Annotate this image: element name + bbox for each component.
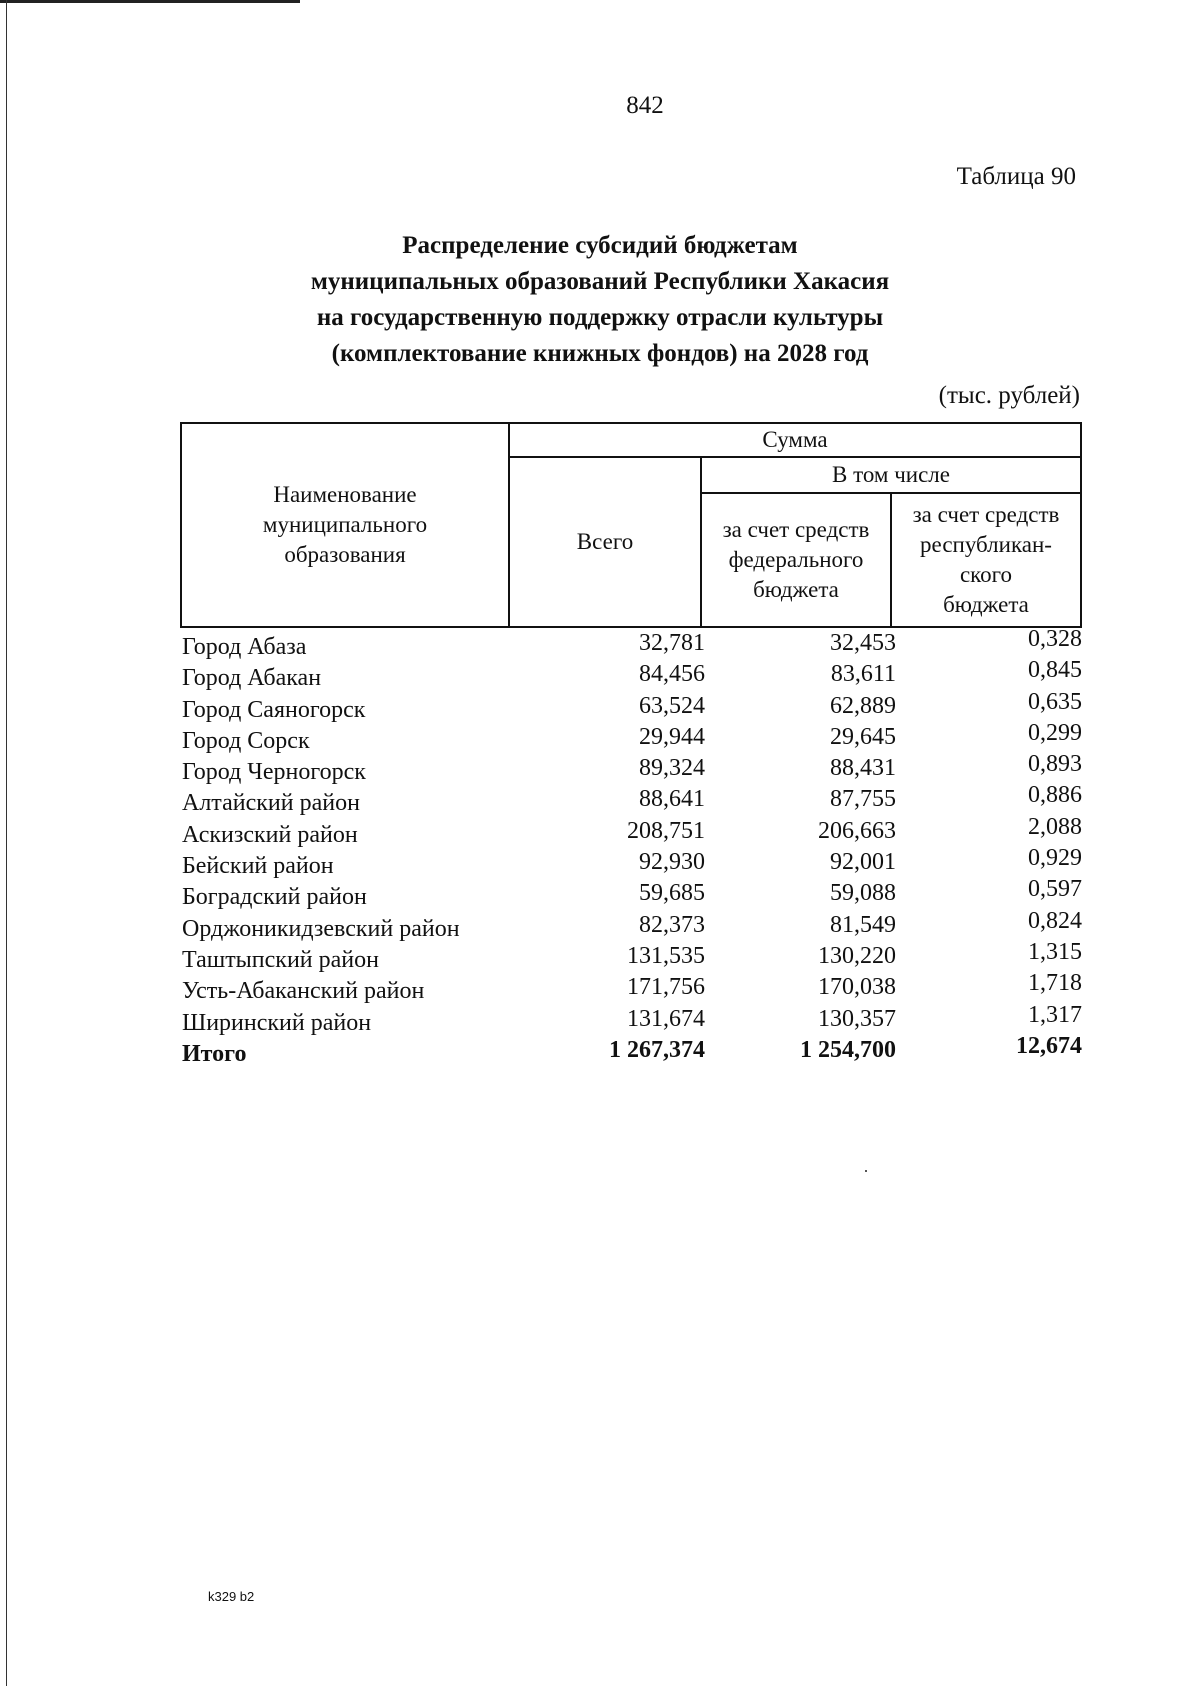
total-value: 63,524 — [639, 692, 705, 719]
federal-value: 81,549 — [830, 911, 896, 938]
grand-total-value: 1 267,374 — [609, 1036, 705, 1063]
republican-value: 0,886 — [1028, 782, 1082, 809]
federal-value: 92,001 — [830, 849, 896, 876]
federal-value: 170,038 — [818, 974, 896, 1001]
total-value: 89,324 — [639, 755, 705, 782]
header-federal-cell — [700, 492, 892, 628]
units-label: (тыс. рублей) — [938, 382, 1080, 409]
republican-value: 0,929 — [1028, 845, 1082, 872]
scan-edge-left — [6, 0, 7, 1686]
header-including-cell — [700, 456, 1082, 494]
federal-value: 130,357 — [818, 1005, 896, 1032]
header-name-line: образования — [284, 542, 406, 567]
header-republican-line: республикан- — [920, 532, 1052, 557]
total-value: 171,756 — [627, 974, 705, 1001]
municipality-name: Ширинский район — [182, 1009, 372, 1036]
federal-value: 62,889 — [830, 692, 896, 719]
total-value: 29,944 — [639, 723, 705, 750]
federal-value: 130,220 — [818, 942, 896, 969]
total-value: 131,674 — [627, 1005, 705, 1032]
total-value: 32,781 — [639, 630, 705, 656]
header-federal-line: федерального — [728, 547, 864, 572]
title-line: Распределение субсидий бюджетам — [402, 232, 798, 259]
federal-value: 29,645 — [830, 723, 896, 750]
republican-value: 0,893 — [1028, 751, 1082, 778]
header-republican-line: за счет средств — [912, 502, 1060, 527]
federal-value: 59,088 — [830, 880, 896, 907]
republican-value: 0,845 — [1028, 657, 1082, 684]
federal-value: 32,453 — [830, 630, 896, 656]
table-total-row — [180, 1032, 1082, 1068]
total-value: 88,641 — [639, 786, 705, 813]
municipality-name: Бейский район — [182, 853, 334, 880]
total-value: 208,751 — [627, 817, 705, 844]
header-republican-line: бюджета — [943, 592, 1029, 617]
republican-value: 0,824 — [1028, 907, 1082, 934]
municipality-name: Усть-Абаканский район — [182, 978, 425, 1005]
federal-value: 83,611 — [830, 661, 896, 688]
total-value: 82,373 — [639, 911, 705, 938]
municipality-name: Орджоникидзевский район — [182, 915, 460, 942]
republican-value: 0,299 — [1028, 719, 1082, 746]
municipality-name: Таштыпский район — [182, 946, 379, 973]
header-total-label: Всего — [576, 529, 634, 554]
header-federal-line: бюджета — [753, 577, 839, 602]
republican-value: 1,317 — [1028, 1001, 1082, 1028]
table-caption: Таблица 90 — [956, 163, 1076, 190]
municipality-name: Город Сорск — [182, 727, 310, 754]
total-value: 59,685 — [639, 880, 705, 907]
federal-value: 206,663 — [818, 817, 896, 844]
federal-value: 87,755 — [830, 786, 896, 813]
header-federal-line: за счет средств — [722, 517, 870, 542]
document-title — [290, 228, 910, 372]
header-name-line: Наименование — [273, 482, 417, 507]
header-name-line: муниципального — [262, 512, 428, 537]
title-line: муниципальных образований Республики Хакасия — [310, 268, 890, 295]
scan-speck — [865, 1170, 867, 1172]
federal-total-value: 1 254,700 — [800, 1036, 896, 1063]
page-number: 842 — [626, 92, 664, 119]
municipality-name: Город Абаза — [182, 634, 307, 660]
header-name-cell — [180, 422, 510, 628]
republican-total-value: 12,674 — [1016, 1032, 1082, 1059]
title-line: (комплектование книжных фондов) на 2028 год — [331, 340, 869, 367]
header-republican-cell — [890, 492, 1082, 628]
republican-value: 0,635 — [1028, 688, 1082, 715]
republican-value: 0,328 — [1028, 626, 1082, 652]
republican-value: 1,315 — [1028, 938, 1082, 965]
scan-edge-top — [0, 0, 300, 3]
municipality-name: Город Саяногорск — [182, 696, 366, 723]
header-republican-line: ского — [959, 562, 1013, 587]
republican-value: 2,088 — [1028, 813, 1082, 840]
header-sum-label: Сумма — [762, 427, 828, 452]
header-total-cell — [508, 456, 702, 628]
republican-value: 0,597 — [1028, 876, 1082, 903]
federal-value: 88,431 — [830, 755, 896, 782]
municipality-name: Город Абакан — [182, 665, 322, 692]
title-line: на государственную поддержку отрасли культуры — [316, 304, 884, 331]
republican-value: 1,718 — [1028, 970, 1082, 997]
total-value: 84,456 — [639, 661, 705, 688]
total-value: 92,930 — [639, 849, 705, 876]
total-value: 131,535 — [627, 942, 705, 969]
municipality-name: Аскизский район — [182, 821, 358, 848]
municipality-name: Алтайский район — [182, 790, 360, 817]
municipality-name: Боградский район — [182, 884, 367, 911]
table-body — [180, 626, 1082, 1068]
total-label: Итого — [182, 1040, 247, 1067]
header-including-label: В том числе — [832, 462, 950, 487]
municipality-name: Город Черногорск — [182, 759, 366, 786]
header-sum-cell — [508, 422, 1082, 458]
footer-code: k329 b2 — [208, 1589, 255, 1604]
